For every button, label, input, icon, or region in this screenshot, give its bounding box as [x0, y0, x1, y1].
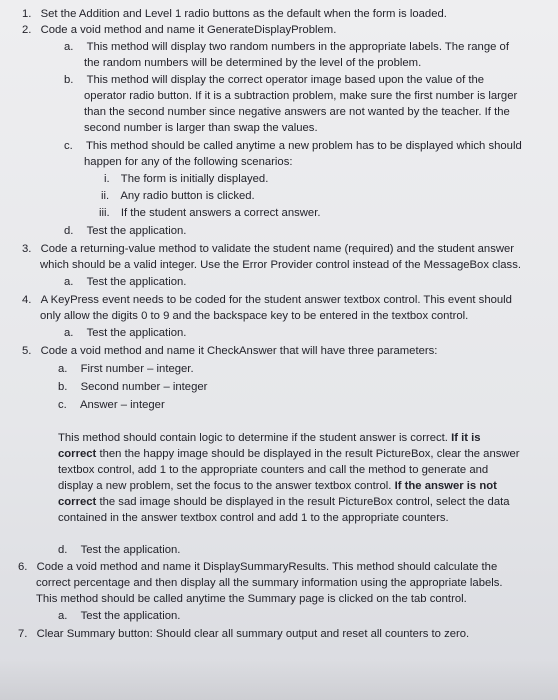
item-number: 2.: [22, 24, 32, 36]
item-number: 5.: [22, 345, 32, 357]
para-line-1: [58, 430, 481, 446]
bold-text: correct: [58, 496, 97, 508]
item-2b-cont: second number is larger than swap the values.: [84, 122, 318, 134]
item-5c: [58, 397, 165, 413]
para-line-4: [58, 478, 497, 494]
item-text: Clear Summary button: Should clear all summary output and reset all counters to zero.: [36, 628, 470, 640]
item-text: Code a void method and name it GenerateDisplayProblem.: [40, 24, 337, 36]
sub-marker: c.: [58, 399, 67, 411]
item-4-cont: only allow the digits 0 to 9 and the backspace key to be entered in the textbox control.: [40, 310, 469, 322]
item-5: [22, 343, 437, 359]
item-6: [18, 559, 497, 575]
item-5a: [58, 361, 194, 377]
roman-marker: ii.: [101, 190, 110, 202]
item-2c-i: [104, 171, 268, 187]
sub-marker: b.: [64, 74, 74, 86]
sub-marker: d.: [58, 544, 68, 556]
item-5d: [58, 542, 180, 558]
item-2c: [64, 138, 522, 154]
sub-marker: d.: [64, 225, 74, 237]
item-2c-cont: happen for any of the following scenarios:: [84, 156, 293, 168]
line-text: Second number – integer: [80, 381, 208, 393]
line-text: then the happy image should be displayed in the result PictureBox, clear the answer: [99, 448, 520, 460]
line-text: Test the application.: [86, 327, 187, 339]
item-7: [18, 626, 469, 642]
item-3a: [64, 274, 186, 290]
para-line-2: [58, 446, 520, 462]
item-2c-iii: [99, 205, 321, 221]
item-2b-cont: operator radio button. If it is a subtraction problem, make sure the first number is larger: [84, 90, 518, 102]
bold-text: correct: [58, 448, 97, 460]
page-shadow: [0, 660, 558, 700]
item-number: 4.: [22, 294, 32, 306]
line-text: Test the application.: [80, 610, 181, 622]
item-2: [22, 22, 336, 38]
line-text: Test the application.: [86, 225, 187, 237]
item-text: Set the Addition and Level 1 radio buttons as the default when the form is loaded.: [40, 8, 447, 20]
item-6a: [58, 608, 180, 624]
item-3: [22, 241, 514, 257]
item-6-cont: This method should be called anytime the Summary page is clicked on the tab control.: [36, 593, 467, 605]
line-text: display a new problem, set the focus to the answer textbox control.: [58, 480, 392, 492]
item-text: Code a void method and name it DisplaySummaryResults. This method should calculate the: [36, 561, 498, 573]
roman-marker: i.: [104, 173, 110, 185]
item-3-cont: which should be a valid integer. Use the Error Provider control instead of the MessageBox class.: [40, 259, 521, 271]
item-text: Code a void method and name it CheckAnswer that will have three parameters:: [40, 345, 438, 357]
item-6-cont: correct percentage and then display all the summary information using the appropriate labels.: [36, 577, 503, 589]
sub-marker: a.: [58, 610, 68, 622]
item-1: [22, 6, 447, 22]
item-2b: [64, 72, 484, 88]
sub-marker: a.: [64, 276, 74, 288]
line-text: This method should contain logic to determine if the student answer is correct.: [58, 432, 448, 444]
item-number: 6.: [18, 561, 28, 573]
sub-marker: a.: [58, 363, 68, 375]
para-line-6: contained in the answer textbox control and add 1 to the appropriate counters.: [58, 512, 449, 524]
sub-marker: a.: [64, 41, 74, 53]
para-line-5: [58, 494, 510, 510]
para-line-3: textbox control, add 1 to the appropriate counters and call the method to generate and: [58, 464, 489, 476]
line-text: The form is initially displayed.: [120, 173, 269, 185]
line-text: If the student answers a correct answer.: [120, 207, 321, 219]
sub-marker: a.: [64, 327, 74, 339]
line-text: This method will display two random numbers in the appropriate labels. The range of: [86, 41, 509, 53]
item-2b-cont: than the second number since negative answers are not wanted by the teacher. If the: [84, 106, 510, 118]
item-2d: [64, 223, 186, 239]
line-text: This method should be called anytime a new problem has to be displayed which should: [85, 140, 522, 152]
item-5b: [58, 379, 207, 395]
item-4: [22, 292, 512, 308]
line-text: Test the application.: [86, 276, 187, 288]
item-2c-ii: [101, 188, 255, 204]
line-text: Test the application.: [80, 544, 181, 556]
line-text: Answer – integer: [79, 399, 165, 411]
item-number: 7.: [18, 628, 28, 640]
item-2a-cont: the random numbers will be determined by the level of the problem.: [84, 57, 422, 69]
line-text: First number – integer.: [80, 363, 194, 375]
line-text: the sad image should be displayed in the result PictureBox control, select the data: [99, 496, 510, 508]
item-text: A KeyPress event needs to be coded for the student answer textbox control. This event should: [40, 294, 512, 306]
roman-marker: iii.: [99, 207, 110, 219]
item-4a: [64, 325, 186, 341]
bold-text: If the answer is not: [394, 480, 497, 492]
item-2a: [64, 39, 509, 55]
item-number: 3.: [22, 243, 32, 255]
line-text: This method will display the correct operator image based upon the value of the: [86, 74, 485, 86]
item-number: 1.: [22, 8, 32, 20]
sub-marker: b.: [58, 381, 68, 393]
line-text: Any radio button is clicked.: [120, 190, 255, 202]
sub-marker: c.: [64, 140, 73, 152]
item-text: Code a returning-value method to validate the student name (required) and the student answer: [40, 243, 515, 255]
bold-text: If it is: [451, 432, 481, 444]
